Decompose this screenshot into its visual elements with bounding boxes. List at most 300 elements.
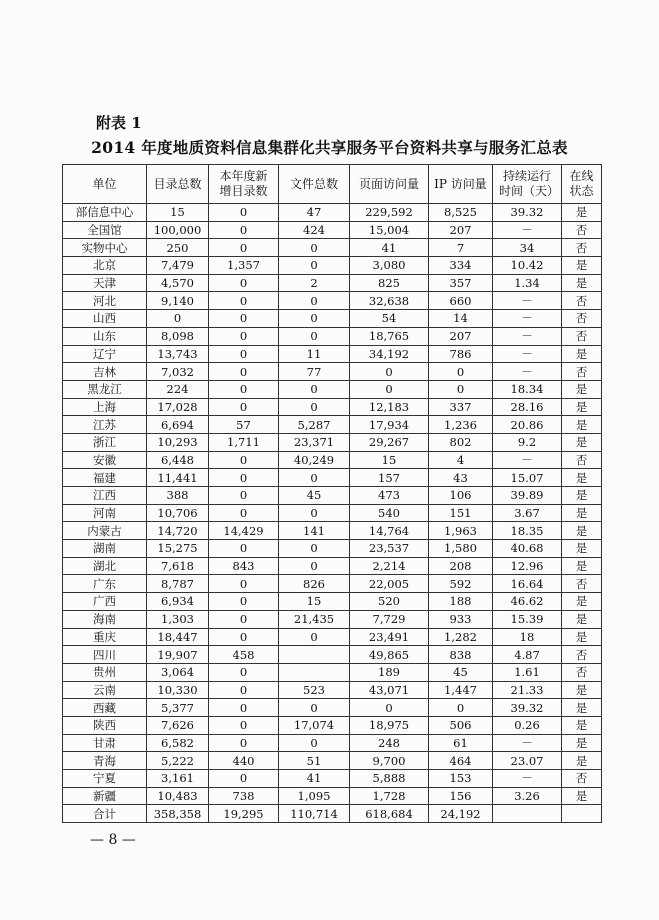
file-total-cell: 45 (279, 487, 350, 505)
status-cell: 否 (562, 327, 602, 345)
status-cell: 是 (562, 628, 602, 646)
status-cell: 否 (562, 770, 602, 788)
ip-visits-cell: 208 (429, 557, 493, 575)
table-row (63, 681, 602, 699)
page-views-cell: 18,975 (350, 716, 429, 734)
new-catalogs-cell: 458 (209, 646, 279, 664)
unit-cell: 天津 (63, 274, 147, 292)
table-row (63, 628, 602, 646)
ip-visits-cell: 4 (429, 451, 493, 469)
page-views-cell: 9,700 (350, 752, 429, 770)
unit-cell: 广东 (63, 575, 147, 593)
uptime-cell: 3.26 (493, 787, 562, 805)
table-row (63, 540, 602, 558)
total-row (63, 805, 602, 823)
file-total-cell (279, 663, 350, 681)
uptime-cell: 12.96 (493, 557, 562, 575)
new-catalogs-cell: 0 (209, 363, 279, 381)
file-total-cell: 1,095 (279, 787, 350, 805)
uptime-cell: 23.07 (493, 752, 562, 770)
table-row (63, 752, 602, 770)
new-catalogs-cell: 0 (209, 398, 279, 416)
file-total-cell: 23,371 (279, 433, 350, 451)
uptime-cell: 20.86 (493, 416, 562, 434)
ip-visits-cell: 106 (429, 487, 493, 505)
catalog-total-cell: 10,293 (147, 433, 209, 451)
table-row (63, 204, 602, 222)
new-catalogs-cell: 0 (209, 487, 279, 505)
file-total-cell: 0 (279, 628, 350, 646)
catalog-total-cell: 5,377 (147, 699, 209, 717)
table-row (63, 221, 602, 239)
catalog-total-cell: 10,330 (147, 681, 209, 699)
status-cell: 是 (562, 540, 602, 558)
file-total-cell: 0 (279, 504, 350, 522)
status-cell: 否 (562, 663, 602, 681)
table-row (63, 380, 602, 398)
ip-visits-cell: 1,447 (429, 681, 493, 699)
file-total-cell (279, 646, 350, 664)
file-total-cell: 17,074 (279, 716, 350, 734)
status-cell (562, 805, 602, 823)
ip-visits-cell: 0 (429, 380, 493, 398)
file-total-cell: 0 (279, 292, 350, 310)
page-views-cell: 18,765 (350, 327, 429, 345)
appendix-label: 附表 1 (96, 114, 142, 132)
ip-visits-cell: 45 (429, 663, 493, 681)
page-views-cell: 7,729 (350, 610, 429, 628)
status-cell: 是 (562, 716, 602, 734)
catalog-total-cell: 224 (147, 380, 209, 398)
catalog-total-cell: 4,570 (147, 274, 209, 292)
catalog-total-cell: 9,140 (147, 292, 209, 310)
uptime-cell: 1.61 (493, 663, 562, 681)
page-views-cell: 473 (350, 487, 429, 505)
uptime-cell: 15.07 (493, 469, 562, 487)
page-number: — 8 — (90, 832, 136, 848)
page-views-cell: 520 (350, 593, 429, 611)
file-total-cell: 523 (279, 681, 350, 699)
table-row (63, 663, 602, 681)
unit-cell: 四川 (63, 646, 147, 664)
ip-visits-cell: 207 (429, 327, 493, 345)
ip-visits-cell: 1,282 (429, 628, 493, 646)
new-catalogs-cell: 0 (209, 221, 279, 239)
uptime-cell: － (493, 451, 562, 469)
unit-cell: 新疆 (63, 787, 147, 805)
new-catalogs-cell: 0 (209, 681, 279, 699)
status-cell: 是 (562, 204, 602, 222)
new-catalogs-cell: 0 (209, 716, 279, 734)
catalog-total-cell: 100,000 (147, 221, 209, 239)
file-total-cell: 141 (279, 522, 350, 540)
catalog-total-cell: 15,275 (147, 540, 209, 558)
col-header-ip-visits: IP 访问量 (429, 165, 493, 204)
unit-cell: 山西 (63, 310, 147, 328)
file-total-cell: 0 (279, 699, 350, 717)
new-catalogs-cell: 19,295 (209, 805, 279, 823)
table-row (63, 575, 602, 593)
new-catalogs-cell: 843 (209, 557, 279, 575)
new-catalogs-cell: 0 (209, 292, 279, 310)
catalog-total-cell: 10,706 (147, 504, 209, 522)
page-views-cell: 23,491 (350, 628, 429, 646)
status-cell: 是 (562, 752, 602, 770)
ip-visits-cell: 0 (429, 363, 493, 381)
table-row (63, 522, 602, 540)
file-total-cell: 15 (279, 593, 350, 611)
unit-cell: 上海 (63, 398, 147, 416)
summary-table (62, 164, 602, 823)
unit-cell: 实物中心 (63, 239, 147, 257)
page-views-cell: 12,183 (350, 398, 429, 416)
uptime-cell: － (493, 345, 562, 363)
new-catalogs-cell: 0 (209, 239, 279, 257)
col-header-online-status: 在线状态 (562, 165, 602, 204)
uptime-cell: 39.32 (493, 699, 562, 717)
status-cell: 是 (562, 345, 602, 363)
table-row (63, 646, 602, 664)
ip-visits-cell: 8,525 (429, 204, 493, 222)
page-views-cell: 540 (350, 504, 429, 522)
ip-visits-cell: 786 (429, 345, 493, 363)
col-header-new-catalogs: 本年度新增目录数 (209, 165, 279, 204)
file-total-cell: 5,287 (279, 416, 350, 434)
table-row (63, 451, 602, 469)
file-total-cell: 51 (279, 752, 350, 770)
catalog-total-cell: 8,787 (147, 575, 209, 593)
status-cell: 否 (562, 310, 602, 328)
catalog-total-cell: 5,222 (147, 752, 209, 770)
table-row (63, 770, 602, 788)
unit-cell: 浙江 (63, 433, 147, 451)
table-row (63, 416, 602, 434)
status-cell: 否 (562, 221, 602, 239)
catalog-total-cell: 6,694 (147, 416, 209, 434)
page-views-cell: 41 (350, 239, 429, 257)
uptime-cell: － (493, 770, 562, 788)
new-catalogs-cell: 0 (209, 770, 279, 788)
ip-visits-cell: 1,236 (429, 416, 493, 434)
unit-cell: 甘肃 (63, 734, 147, 752)
table-row (63, 239, 602, 257)
uptime-cell: 21.33 (493, 681, 562, 699)
status-cell: 是 (562, 699, 602, 717)
unit-cell: 山东 (63, 327, 147, 345)
page-views-cell: 22,005 (350, 575, 429, 593)
file-total-cell: 41 (279, 770, 350, 788)
ip-visits-cell: 24,192 (429, 805, 493, 823)
page-views-cell: 32,638 (350, 292, 429, 310)
catalog-total-cell: 3,161 (147, 770, 209, 788)
ip-visits-cell: 337 (429, 398, 493, 416)
uptime-cell: － (493, 221, 562, 239)
file-total-cell: 424 (279, 221, 350, 239)
col-header-catalog-total: 目录总数 (147, 165, 209, 204)
ip-visits-cell: 43 (429, 469, 493, 487)
ip-visits-cell: 0 (429, 699, 493, 717)
ip-visits-cell: 592 (429, 575, 493, 593)
uptime-cell: 39.32 (493, 204, 562, 222)
catalog-total-cell: 6,582 (147, 734, 209, 752)
catalog-total-cell: 6,934 (147, 593, 209, 611)
new-catalogs-cell: 0 (209, 380, 279, 398)
ip-visits-cell: 933 (429, 610, 493, 628)
file-total-cell: 0 (279, 734, 350, 752)
new-catalogs-cell: 0 (209, 345, 279, 363)
unit-cell: 云南 (63, 681, 147, 699)
page-views-cell: 15,004 (350, 221, 429, 239)
table-row (63, 433, 602, 451)
file-total-cell: 0 (279, 327, 350, 345)
status-cell: 否 (562, 451, 602, 469)
status-cell: 是 (562, 398, 602, 416)
new-catalogs-cell: 0 (209, 610, 279, 628)
unit-cell: 江西 (63, 487, 147, 505)
unit-cell: 湖南 (63, 540, 147, 558)
page-views-cell: 5,888 (350, 770, 429, 788)
uptime-cell: 9.2 (493, 433, 562, 451)
new-catalogs-cell: 0 (209, 628, 279, 646)
unit-cell: 北京 (63, 257, 147, 275)
table-row (63, 292, 602, 310)
catalog-total-cell: 19,907 (147, 646, 209, 664)
new-catalogs-cell: 440 (209, 752, 279, 770)
catalog-total-cell: 7,618 (147, 557, 209, 575)
catalog-total-cell: 7,479 (147, 257, 209, 275)
new-catalogs-cell: 0 (209, 451, 279, 469)
table-row (63, 557, 602, 575)
catalog-total-cell: 8,098 (147, 327, 209, 345)
catalog-total-cell: 6,448 (147, 451, 209, 469)
page-views-cell: 2,214 (350, 557, 429, 575)
table-body (63, 204, 602, 823)
unit-cell: 宁夏 (63, 770, 147, 788)
status-cell: 否 (562, 575, 602, 593)
page-views-cell: 0 (350, 363, 429, 381)
status-cell: 是 (562, 681, 602, 699)
new-catalogs-cell: 0 (209, 699, 279, 717)
table-title: 2014 年度地质资料信息集群化共享服务平台资料共享与服务汇总表 (91, 138, 568, 157)
page-views-cell: 229,592 (350, 204, 429, 222)
status-cell: 否 (562, 363, 602, 381)
unit-cell: 合计 (63, 805, 147, 823)
file-total-cell: 0 (279, 398, 350, 416)
ip-visits-cell: 14 (429, 310, 493, 328)
uptime-cell: － (493, 310, 562, 328)
uptime-cell: － (493, 363, 562, 381)
file-total-cell: 21,435 (279, 610, 350, 628)
new-catalogs-cell: 0 (209, 310, 279, 328)
file-total-cell: 40,249 (279, 451, 350, 469)
new-catalogs-cell: 0 (209, 593, 279, 611)
ip-visits-cell: 1,580 (429, 540, 493, 558)
status-cell: 是 (562, 380, 602, 398)
uptime-cell: － (493, 327, 562, 345)
ip-visits-cell: 151 (429, 504, 493, 522)
catalog-total-cell: 17,028 (147, 398, 209, 416)
status-cell: 是 (562, 610, 602, 628)
uptime-cell: 3.67 (493, 504, 562, 522)
unit-cell: 辽宁 (63, 345, 147, 363)
unit-cell: 青海 (63, 752, 147, 770)
new-catalogs-cell: 0 (209, 327, 279, 345)
catalog-total-cell: 388 (147, 487, 209, 505)
new-catalogs-cell: 57 (209, 416, 279, 434)
uptime-cell: 18.34 (493, 380, 562, 398)
page-views-cell: 157 (350, 469, 429, 487)
uptime-cell: 39.89 (493, 487, 562, 505)
file-total-cell: 0 (279, 310, 350, 328)
table-row (63, 593, 602, 611)
unit-cell: 黑龙江 (63, 380, 147, 398)
unit-cell: 河北 (63, 292, 147, 310)
unit-cell: 全国馆 (63, 221, 147, 239)
status-cell: 否 (562, 292, 602, 310)
catalog-total-cell: 13,743 (147, 345, 209, 363)
new-catalogs-cell: 1,711 (209, 433, 279, 451)
table-row (63, 487, 602, 505)
page-views-cell: 248 (350, 734, 429, 752)
unit-cell: 部信息中心 (63, 204, 147, 222)
status-cell: 否 (562, 239, 602, 257)
col-header-uptime-days: 持续运行时间（天） (493, 165, 562, 204)
page-views-cell: 618,684 (350, 805, 429, 823)
table-row (63, 787, 602, 805)
unit-cell: 贵州 (63, 663, 147, 681)
uptime-cell: 18 (493, 628, 562, 646)
ip-visits-cell: 61 (429, 734, 493, 752)
ip-visits-cell: 1,963 (429, 522, 493, 540)
catalog-total-cell: 1,303 (147, 610, 209, 628)
table-row (63, 327, 602, 345)
status-cell: 是 (562, 433, 602, 451)
page-views-cell: 0 (350, 380, 429, 398)
unit-cell: 湖北 (63, 557, 147, 575)
file-total-cell: 0 (279, 239, 350, 257)
file-total-cell: 0 (279, 469, 350, 487)
catalog-total-cell: 358,358 (147, 805, 209, 823)
page-views-cell: 15 (350, 451, 429, 469)
unit-cell: 重庆 (63, 628, 147, 646)
uptime-cell: 46.62 (493, 593, 562, 611)
unit-cell: 河南 (63, 504, 147, 522)
col-header-page-views: 页面访问量 (350, 165, 429, 204)
file-total-cell: 0 (279, 540, 350, 558)
ip-visits-cell: 207 (429, 221, 493, 239)
unit-cell: 福建 (63, 469, 147, 487)
uptime-cell: 15.39 (493, 610, 562, 628)
col-header-unit: 单位 (63, 165, 147, 204)
uptime-cell: － (493, 734, 562, 752)
status-cell: 是 (562, 557, 602, 575)
catalog-total-cell: 14,720 (147, 522, 209, 540)
file-total-cell: 826 (279, 575, 350, 593)
page-views-cell: 0 (350, 699, 429, 717)
new-catalogs-cell: 0 (209, 734, 279, 752)
status-cell: 是 (562, 593, 602, 611)
status-cell: 是 (562, 274, 602, 292)
ip-visits-cell: 7 (429, 239, 493, 257)
table-row (63, 257, 602, 275)
file-total-cell: 11 (279, 345, 350, 363)
ip-visits-cell: 660 (429, 292, 493, 310)
page-views-cell: 14,764 (350, 522, 429, 540)
status-cell: 是 (562, 416, 602, 434)
table-row (63, 345, 602, 363)
file-total-cell: 47 (279, 204, 350, 222)
header-row (63, 165, 602, 204)
status-cell: 是 (562, 522, 602, 540)
catalog-total-cell: 18,447 (147, 628, 209, 646)
ip-visits-cell: 334 (429, 257, 493, 275)
unit-cell: 陕西 (63, 716, 147, 734)
new-catalogs-cell: 0 (209, 274, 279, 292)
uptime-cell: － (493, 292, 562, 310)
page-views-cell: 43,071 (350, 681, 429, 699)
new-catalogs-cell: 0 (209, 575, 279, 593)
new-catalogs-cell: 1,357 (209, 257, 279, 275)
page-views-cell: 1,728 (350, 787, 429, 805)
table-row (63, 469, 602, 487)
ip-visits-cell: 506 (429, 716, 493, 734)
page-views-cell: 825 (350, 274, 429, 292)
new-catalogs-cell: 738 (209, 787, 279, 805)
status-cell: 是 (562, 469, 602, 487)
file-total-cell: 110,714 (279, 805, 350, 823)
page-views-cell: 29,267 (350, 433, 429, 451)
new-catalogs-cell: 0 (209, 663, 279, 681)
status-cell: 是 (562, 787, 602, 805)
table-row (63, 274, 602, 292)
catalog-total-cell: 7,032 (147, 363, 209, 381)
uptime-cell: 28.16 (493, 398, 562, 416)
file-total-cell: 77 (279, 363, 350, 381)
uptime-cell: 10.42 (493, 257, 562, 275)
page-views-cell: 49,865 (350, 646, 429, 664)
catalog-total-cell: 3,064 (147, 663, 209, 681)
catalog-total-cell: 250 (147, 239, 209, 257)
table-row (63, 504, 602, 522)
page-views-cell: 34,192 (350, 345, 429, 363)
unit-cell: 安徽 (63, 451, 147, 469)
table-row (63, 699, 602, 717)
catalog-total-cell: 0 (147, 310, 209, 328)
status-cell: 是 (562, 257, 602, 275)
catalog-total-cell: 11,441 (147, 469, 209, 487)
uptime-cell: 34 (493, 239, 562, 257)
unit-cell: 吉林 (63, 363, 147, 381)
table-row (63, 398, 602, 416)
uptime-cell: 0.26 (493, 716, 562, 734)
page-views-cell: 17,934 (350, 416, 429, 434)
new-catalogs-cell: 0 (209, 204, 279, 222)
unit-cell: 广西 (63, 593, 147, 611)
status-cell: 是 (562, 487, 602, 505)
ip-visits-cell: 188 (429, 593, 493, 611)
ip-visits-cell: 357 (429, 274, 493, 292)
unit-cell: 海南 (63, 610, 147, 628)
file-total-cell: 0 (279, 380, 350, 398)
page-views-cell: 23,537 (350, 540, 429, 558)
ip-visits-cell: 802 (429, 433, 493, 451)
new-catalogs-cell: 14,429 (209, 522, 279, 540)
table-row (63, 363, 602, 381)
catalog-total-cell: 15 (147, 204, 209, 222)
table-row (63, 610, 602, 628)
status-cell: 是 (562, 504, 602, 522)
file-total-cell: 0 (279, 257, 350, 275)
